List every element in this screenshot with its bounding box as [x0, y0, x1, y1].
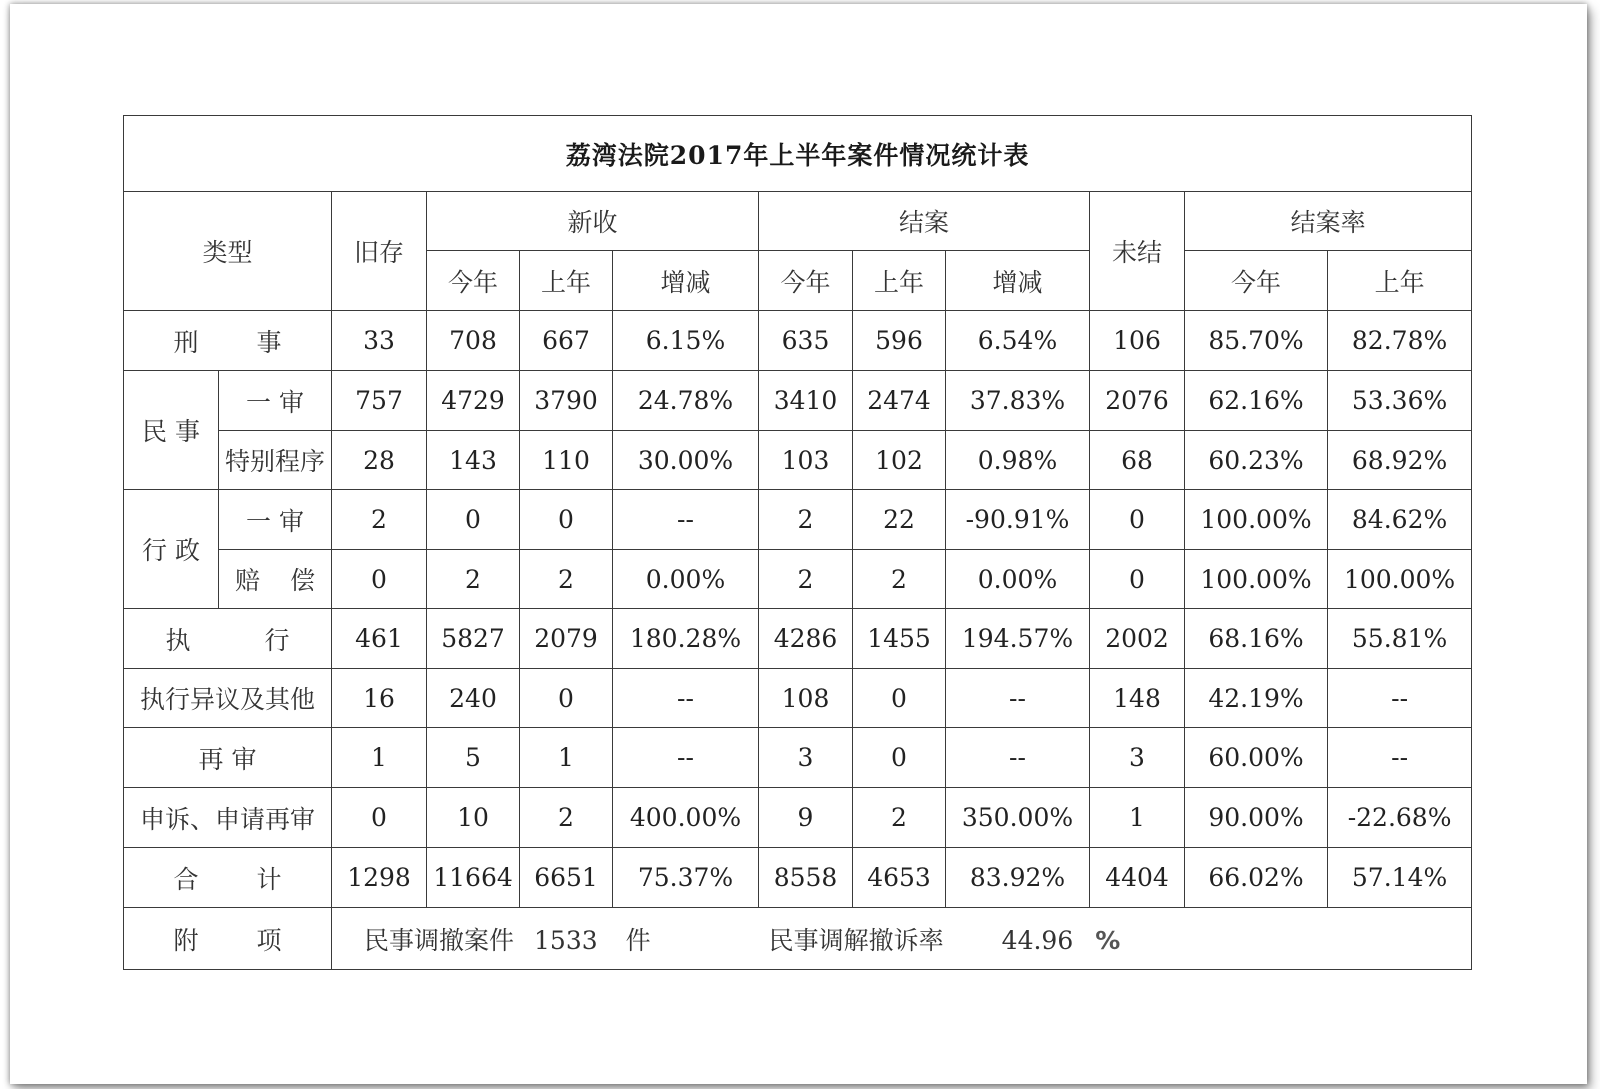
header-old-stock: 旧存	[332, 192, 427, 311]
cell: 2	[427, 550, 520, 609]
cell: 4653	[853, 848, 946, 908]
cell: --	[613, 728, 759, 788]
cell: 0	[427, 490, 520, 550]
header-type: 类型	[124, 192, 332, 311]
cell: 100.00%	[1328, 550, 1472, 609]
row-label-civil-special: 特别程序	[219, 431, 332, 490]
subheader-closed-this-year: 今年	[759, 251, 853, 311]
row-label-enforcement: 执 行	[124, 609, 332, 669]
cell: 68	[1090, 431, 1185, 490]
cell: 0	[332, 788, 427, 848]
table-row	[124, 609, 1472, 669]
row-label-petition: 申诉、申请再审	[124, 788, 332, 848]
cell: 10	[427, 788, 520, 848]
cell: 57.14%	[1328, 848, 1472, 908]
cell: 28	[332, 431, 427, 490]
cell: 2474	[853, 371, 946, 431]
cell: 4404	[1090, 848, 1185, 908]
cell: 0	[520, 669, 613, 728]
cell: 0	[853, 728, 946, 788]
cell: 148	[1090, 669, 1185, 728]
cell: 85.70%	[1185, 311, 1328, 371]
cell: 180.28%	[613, 609, 759, 669]
mediation-rate-label: 民事调解撤诉率	[768, 925, 944, 955]
row-label-criminal: 刑 事	[124, 311, 332, 371]
cell: 0	[332, 550, 427, 609]
table-row	[124, 371, 1472, 431]
cell: 757	[332, 371, 427, 431]
cell: 2079	[520, 609, 613, 669]
row-label-civil-first: 一 审	[219, 371, 332, 431]
cell: --	[1328, 728, 1472, 788]
civil-withdraw-unit: 件	[625, 925, 651, 955]
cell: 2	[759, 490, 853, 550]
cell: 2002	[1090, 609, 1185, 669]
cell: 16	[332, 669, 427, 728]
cell: --	[613, 490, 759, 550]
cell: 0	[520, 490, 613, 550]
header-closed: 结案	[759, 192, 1090, 251]
cell: 1	[520, 728, 613, 788]
cell: 2	[853, 550, 946, 609]
cell: 84.62%	[1328, 490, 1472, 550]
subheader-rate-last-year: 上年	[1328, 251, 1472, 311]
cell: 24.78%	[613, 371, 759, 431]
cell: 0.98%	[946, 431, 1090, 490]
cell: 68.92%	[1328, 431, 1472, 490]
cell: 22	[853, 490, 946, 550]
cell: 6.15%	[613, 311, 759, 371]
cell: 11664	[427, 848, 520, 908]
cell: 3	[759, 728, 853, 788]
cell: 3	[1090, 728, 1185, 788]
cell: 75.37%	[613, 848, 759, 908]
cell: 4729	[427, 371, 520, 431]
header-unclosed: 未结	[1090, 192, 1185, 311]
row-label-total: 合 计	[124, 848, 332, 908]
cell: 5827	[427, 609, 520, 669]
cell: 2	[332, 490, 427, 550]
mediation-rate-value: 44.96	[1001, 925, 1074, 955]
cell: 2	[520, 788, 613, 848]
cell: 667	[520, 311, 613, 371]
row-label-admin-first: 一 审	[219, 490, 332, 550]
civil-withdraw-count: 1533	[534, 925, 598, 955]
cell: 110	[520, 431, 613, 490]
cell: 143	[427, 431, 520, 490]
cell: 3790	[520, 371, 613, 431]
cell: 1455	[853, 609, 946, 669]
cell: 461	[332, 609, 427, 669]
cell: --	[613, 669, 759, 728]
cell: 106	[1090, 311, 1185, 371]
cell: 100.00%	[1185, 490, 1328, 550]
subheader-new-last-year: 上年	[520, 251, 613, 311]
table-row	[124, 311, 1472, 371]
statistics-table	[123, 115, 1472, 970]
cell: 1	[1090, 788, 1185, 848]
table-row	[124, 431, 1472, 490]
table-row	[124, 669, 1472, 728]
cell: 37.83%	[946, 371, 1090, 431]
table-title: 荔湾法院2017年上半年案件情况统计表	[124, 116, 1472, 192]
cell: 33	[332, 311, 427, 371]
annex-content	[332, 908, 1472, 970]
cell: 102	[853, 431, 946, 490]
row-label-admin-compensation: 赔 偿	[219, 550, 332, 609]
row-label-annex: 附 项	[124, 908, 332, 970]
cell: 2076	[1090, 371, 1185, 431]
table-row	[124, 848, 1472, 908]
cell: 53.36%	[1328, 371, 1472, 431]
cell: 66.02%	[1185, 848, 1328, 908]
cell: 2	[520, 550, 613, 609]
subheader-new-this-year: 今年	[427, 251, 520, 311]
cell: 1	[332, 728, 427, 788]
subheader-new-change: 增减	[613, 251, 759, 311]
cell: --	[946, 669, 1090, 728]
table-row	[124, 490, 1472, 550]
cell: 90.00%	[1185, 788, 1328, 848]
cell: 4286	[759, 609, 853, 669]
table-row	[124, 728, 1472, 788]
cell: 194.57%	[946, 609, 1090, 669]
cell: 0	[853, 669, 946, 728]
mediation-rate-unit: %	[1095, 925, 1121, 955]
annex-row	[124, 908, 1472, 970]
table-row	[124, 550, 1472, 609]
civil-withdraw-label: 民事调撤案件	[364, 925, 515, 955]
cell: 68.16%	[1185, 609, 1328, 669]
cell: 30.00%	[613, 431, 759, 490]
header-close-rate: 结案率	[1185, 192, 1472, 251]
document-page	[10, 4, 1587, 1084]
row-label-retrial: 再 审	[124, 728, 332, 788]
cell: 350.00%	[946, 788, 1090, 848]
cell: 60.23%	[1185, 431, 1328, 490]
cell: 240	[427, 669, 520, 728]
cell: 400.00%	[613, 788, 759, 848]
subheader-closed-change: 增减	[946, 251, 1090, 311]
cell: 2	[853, 788, 946, 848]
cell: 83.92%	[946, 848, 1090, 908]
cell: 0	[1090, 550, 1185, 609]
cell: 635	[759, 311, 853, 371]
cell: 42.19%	[1185, 669, 1328, 728]
cell: 55.81%	[1328, 609, 1472, 669]
cell: 6651	[520, 848, 613, 908]
cell: 6.54%	[946, 311, 1090, 371]
cell: 2	[759, 550, 853, 609]
header-new-received: 新收	[427, 192, 759, 251]
cell: 82.78%	[1328, 311, 1472, 371]
cell: 60.00%	[1185, 728, 1328, 788]
cell: 3410	[759, 371, 853, 431]
cell: 62.16%	[1185, 371, 1328, 431]
group-label-admin: 行 政	[124, 490, 219, 609]
cell: 8558	[759, 848, 853, 908]
table-row	[124, 788, 1472, 848]
cell: --	[1328, 669, 1472, 728]
cell: 5	[427, 728, 520, 788]
subheader-closed-last-year: 上年	[853, 251, 946, 311]
row-label-enforcement-objection: 执行异议及其他	[124, 669, 332, 728]
subheader-rate-this-year: 今年	[1185, 251, 1328, 311]
cell: 0.00%	[613, 550, 759, 609]
cell: 9	[759, 788, 853, 848]
cell: 108	[759, 669, 853, 728]
cell: --	[946, 728, 1090, 788]
cell: 0	[1090, 490, 1185, 550]
cell: 103	[759, 431, 853, 490]
group-label-civil: 民 事	[124, 371, 219, 490]
cell: 1298	[332, 848, 427, 908]
cell: -22.68%	[1328, 788, 1472, 848]
cell: -90.91%	[946, 490, 1090, 550]
cell: 100.00%	[1185, 550, 1328, 609]
cell: 596	[853, 311, 946, 371]
cell: 708	[427, 311, 520, 371]
cell: 0.00%	[946, 550, 1090, 609]
